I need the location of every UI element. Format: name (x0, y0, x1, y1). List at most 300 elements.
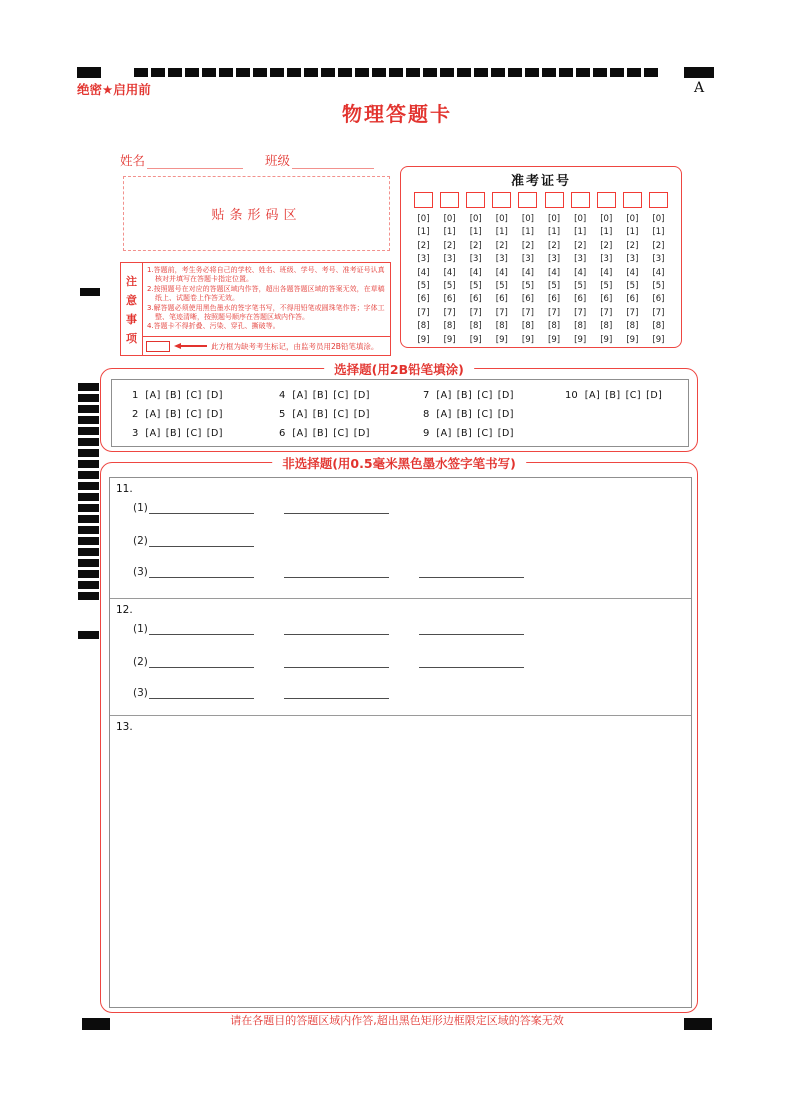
timing-mark (78, 581, 99, 589)
exam-number-write-box[interactable] (492, 192, 511, 208)
choice-option-bubble[interactable]: [A] (292, 390, 308, 401)
timing-mark (78, 504, 99, 512)
digit-bubble[interactable]: [5] (417, 281, 430, 292)
choice-option-bubble[interactable]: [C] (333, 390, 349, 401)
choice-option-bubble[interactable]: [B] (165, 409, 182, 420)
essay-answer-row (133, 687, 691, 699)
choice-option-bubble[interactable]: [D] (206, 409, 224, 420)
digit-bubble[interactable]: [8] (574, 321, 587, 332)
choice-option-bubble[interactable]: [A] (436, 428, 452, 439)
exam-number-title: 准考证号 (510, 174, 571, 189)
notice-items (143, 263, 390, 336)
choice-option-bubble[interactable]: [A] (436, 390, 452, 401)
digit-bubble[interactable]: [5] (495, 281, 508, 292)
digit-bubble[interactable]: [3] (417, 254, 430, 265)
absent-marker-box[interactable] (146, 341, 170, 352)
digit-bubble[interactable]: [6] (495, 294, 508, 305)
choice-option-bubble[interactable]: [C] (477, 428, 493, 439)
choice-option-bubble[interactable]: [D] (497, 390, 515, 401)
notice-label-char: 项 (126, 331, 137, 345)
digit-bubble[interactable]: [9] (626, 334, 639, 345)
digit-bubble[interactable]: [4] (548, 267, 561, 278)
timing-dash (406, 68, 420, 77)
exam-number-write-box[interactable] (440, 192, 459, 208)
name-input-line[interactable] (147, 155, 243, 169)
choice-option-bubble[interactable]: [D] (353, 428, 371, 439)
choice-question-row (132, 386, 223, 405)
digit-bubble[interactable]: [4] (521, 267, 534, 278)
essay-answer-row (133, 502, 691, 514)
digit-bubble[interactable]: [7] (469, 307, 482, 318)
digit-bubble[interactable]: [1] (495, 227, 508, 238)
timing-dash (304, 68, 318, 77)
exam-number-write-box[interactable] (466, 192, 485, 208)
digit-bubble[interactable]: [5] (521, 281, 534, 292)
timing-dash (134, 68, 148, 77)
digit-bubble[interactable]: [1] (469, 227, 482, 238)
choice-question-row (423, 386, 514, 405)
sub-question-label: (1) (133, 623, 148, 635)
question-number: 2 (132, 409, 139, 420)
digit-bubble[interactable]: [3] (495, 254, 508, 265)
digit-bubble[interactable]: [3] (548, 254, 561, 265)
timing-dash (202, 68, 216, 77)
digit-bubble[interactable]: [8] (600, 321, 613, 332)
choice-option-bubble[interactable]: [C] (186, 409, 202, 420)
timing-mark (78, 405, 99, 413)
exam-number-write-box[interactable] (571, 192, 590, 208)
digit-bubble[interactable]: [3] (443, 254, 456, 265)
timing-mark (80, 288, 100, 296)
barcode-area-label: 贴条形码区 (211, 208, 302, 223)
digit-bubble[interactable]: [4] (417, 267, 430, 278)
essay-question-block[interactable] (110, 599, 691, 716)
choice-option-bubble[interactable]: [D] (497, 428, 515, 439)
student-info-row (120, 151, 374, 169)
timing-dash (593, 68, 607, 77)
question-number: 8 (423, 409, 430, 420)
digit-bubble[interactable]: [2] (417, 240, 430, 251)
exam-number-grid (414, 192, 668, 347)
choice-option-bubble[interactable]: [C] (625, 390, 642, 401)
digit-bubble[interactable]: [1] (521, 227, 534, 238)
digit-bubble[interactable]: [2] (521, 240, 534, 251)
timing-mark (78, 526, 99, 534)
answer-blank[interactable] (284, 656, 389, 668)
digit-bubble[interactable]: [8] (626, 321, 639, 332)
digit-bubble[interactable]: [6] (469, 294, 482, 305)
answer-blank[interactable] (419, 623, 524, 635)
digit-bubble[interactable]: [5] (548, 281, 561, 292)
choice-section (100, 362, 698, 452)
digit-bubble[interactable]: [5] (652, 281, 665, 292)
digit-bubble[interactable]: [0] (443, 214, 456, 224)
digit-bubble[interactable]: [1] (417, 227, 430, 238)
digit-bubble[interactable]: [1] (600, 227, 613, 238)
question-number: 1 (132, 390, 139, 401)
exam-number-write-box[interactable] (414, 192, 433, 208)
timing-mark (82, 1018, 110, 1030)
timing-dash (338, 68, 352, 77)
choice-option-bubble[interactable]: [D] (353, 409, 371, 420)
answer-blank[interactable] (149, 566, 254, 578)
exam-number-write-box[interactable] (518, 192, 537, 208)
choice-column (279, 386, 370, 443)
digit-bubble[interactable]: [5] (574, 281, 587, 292)
choice-option-bubble[interactable]: [C] (186, 428, 202, 439)
timing-dash (253, 68, 267, 77)
class-input-line[interactable] (292, 155, 374, 169)
choice-option-bubble[interactable]: [B] (605, 390, 621, 401)
sub-question-label: (2) (133, 535, 148, 547)
timing-dash (389, 68, 403, 77)
timing-mark (78, 493, 99, 501)
timing-mark (684, 67, 714, 78)
notice-item: 2.按照题号在对应的答题区域内作答，超出各题答题区域的答案无效，在草稿纸上、试题卷上作答无效。 (147, 284, 385, 303)
digit-bubble[interactable]: [3] (469, 254, 482, 265)
timing-dash (542, 68, 556, 77)
choice-option-bubble[interactable]: [C] (333, 409, 349, 420)
digit-bubble[interactable]: [5] (626, 281, 639, 292)
timing-dash (610, 68, 624, 77)
question-number: 3 (132, 428, 139, 439)
digit-bubble[interactable]: [9] (495, 334, 508, 345)
timing-mark (78, 438, 99, 446)
answer-blank[interactable] (149, 535, 254, 547)
notice-box (120, 262, 391, 356)
timing-dash (423, 68, 437, 77)
exam-number-column (466, 192, 485, 347)
digit-bubble[interactable]: [6] (521, 294, 534, 305)
digit-bubble[interactable]: [8] (417, 321, 430, 332)
answer-blank[interactable] (284, 502, 389, 514)
form-version-letter: A (694, 80, 705, 96)
digit-bubble[interactable]: [1] (443, 227, 456, 238)
choice-option-bubble[interactable]: [B] (456, 390, 473, 401)
answer-blank[interactable] (284, 687, 389, 699)
choice-option-bubble[interactable]: [B] (165, 428, 182, 439)
digit-bubble[interactable]: [2] (600, 240, 613, 251)
timing-dash (321, 68, 335, 77)
sub-question-label: (3) (133, 687, 148, 699)
choice-option-bubble[interactable]: [B] (456, 409, 473, 420)
digit-bubble[interactable]: [2] (574, 240, 587, 251)
question-number: 5 (279, 409, 286, 420)
exam-number-column (623, 192, 642, 347)
digit-bubble[interactable]: [7] (652, 307, 665, 318)
choice-answer-area (111, 379, 689, 447)
timing-dash (559, 68, 573, 77)
timing-dash (474, 68, 488, 77)
digit-bubble[interactable]: [6] (443, 294, 456, 305)
notice-content (143, 263, 390, 355)
sub-question-label: (2) (133, 656, 148, 668)
digit-bubble[interactable]: [8] (469, 321, 482, 332)
digit-bubble[interactable]: [4] (443, 267, 456, 278)
notice-label-char: 事 (126, 312, 137, 326)
timing-mark (78, 383, 99, 391)
choice-option-bubble[interactable]: [C] (477, 390, 493, 401)
digit-bubble[interactable]: [2] (626, 240, 639, 251)
digit-bubble[interactable]: [7] (548, 307, 561, 318)
essay-question-number: 12. (116, 604, 133, 616)
digit-bubble[interactable]: [1] (626, 227, 639, 238)
essay-blocks (109, 477, 692, 1008)
choice-option-bubble[interactable]: [D] (497, 409, 515, 420)
exam-number-write-box[interactable] (545, 192, 564, 208)
digit-bubble[interactable]: [4] (626, 267, 639, 278)
digit-bubble[interactable]: [7] (626, 307, 639, 318)
essay-question-block[interactable] (110, 478, 691, 599)
digit-bubble[interactable]: [3] (521, 254, 534, 265)
timing-mark (78, 570, 99, 578)
digit-bubble[interactable]: [2] (495, 240, 508, 251)
secrecy-label: 绝密★启用前 (77, 82, 151, 97)
sub-question-label: (1) (133, 502, 148, 514)
digit-bubble[interactable]: [4] (574, 267, 587, 278)
timing-dash (576, 68, 590, 77)
timing-mark (78, 559, 99, 567)
digit-bubble[interactable]: [0] (548, 214, 561, 224)
timing-dash (440, 68, 454, 77)
page-title: 物理答题卡 (342, 102, 452, 126)
timing-dash (236, 68, 250, 77)
digit-bubble[interactable]: [1] (574, 227, 587, 238)
digit-bubble[interactable]: [3] (652, 254, 665, 265)
question-number: 6 (279, 428, 286, 439)
digit-bubble[interactable]: [7] (417, 307, 430, 318)
notice-item: 1.答题前，考生务必将自己的学校、姓名、班级、学号、考号、准考证号认真核对并填写在答题卡指定位置。 (147, 266, 385, 284)
digit-bubble[interactable]: [6] (417, 294, 430, 305)
question-number: 10 (565, 390, 578, 401)
timing-mark (78, 482, 99, 490)
digit-bubble[interactable]: [6] (548, 294, 561, 305)
answer-blank[interactable] (149, 687, 254, 699)
absent-marker-note: 此方框为缺考考生标记，由监考员用2B铅笔填涂。 (211, 341, 379, 351)
class-label: 班级 (265, 153, 291, 168)
digit-bubble[interactable]: [9] (417, 334, 430, 345)
timing-dash (355, 68, 369, 77)
digit-bubble[interactable]: [0] (521, 214, 534, 224)
digit-bubble[interactable]: [4] (600, 267, 613, 278)
essay-question-number: 13. (116, 721, 133, 733)
exam-number-column (597, 192, 616, 347)
exam-number-write-box[interactable] (649, 192, 668, 208)
digit-bubble[interactable]: [8] (652, 321, 665, 332)
timing-dash (627, 68, 641, 77)
choice-option-bubble[interactable]: [C] (333, 428, 349, 439)
digit-bubble[interactable]: [8] (495, 321, 508, 332)
top-timing-dashes (134, 68, 658, 77)
exam-number-column (492, 192, 511, 347)
choice-option-bubble[interactable]: [B] (312, 409, 329, 420)
digit-bubble[interactable]: [3] (600, 254, 613, 265)
left-arrow-icon (174, 343, 207, 349)
exam-number-write-box[interactable] (623, 192, 642, 208)
answer-blank[interactable] (284, 566, 389, 578)
digit-bubble[interactable]: [9] (548, 334, 561, 345)
choice-question-row (279, 386, 370, 405)
digit-bubble[interactable]: [7] (574, 307, 587, 318)
digit-bubble[interactable]: [5] (600, 281, 613, 292)
timing-mark (78, 394, 99, 402)
timing-dash (372, 68, 386, 77)
digit-bubble[interactable]: [8] (548, 321, 561, 332)
exam-number-column (414, 192, 433, 347)
timing-dash (525, 68, 539, 77)
choice-question-row (565, 386, 662, 405)
essay-question-block[interactable] (110, 716, 691, 1007)
barcode-paste-area (123, 176, 390, 251)
timing-dash (151, 68, 165, 77)
absent-marker-row (143, 336, 390, 355)
choice-question-row (132, 405, 223, 424)
digit-bubble[interactable]: [4] (495, 267, 508, 278)
digit-bubble[interactable]: [2] (443, 240, 456, 251)
choice-option-bubble[interactable]: [C] (186, 390, 202, 401)
choice-question-row (279, 405, 370, 424)
essay-answer-row (133, 535, 691, 547)
choice-option-bubble[interactable]: [B] (165, 390, 182, 401)
choice-option-bubble[interactable]: [D] (353, 390, 371, 401)
digit-bubble[interactable]: [8] (521, 321, 534, 332)
choice-section-title: 选择题(用2B铅笔填涂) (324, 360, 474, 378)
choice-option-bubble[interactable]: [B] (312, 428, 329, 439)
notice-item: 4.答题卡不得折叠、污染、穿孔、撕破等。 (147, 322, 280, 331)
timing-dash (457, 68, 471, 77)
digit-bubble[interactable]: [6] (652, 294, 665, 305)
answer-blank[interactable] (419, 566, 524, 578)
digit-bubble[interactable]: [9] (469, 334, 482, 345)
digit-bubble[interactable]: [2] (469, 240, 482, 251)
digit-bubble[interactable]: [7] (521, 307, 534, 318)
timing-dash (219, 68, 233, 77)
question-number: 4 (279, 390, 286, 401)
answer-blank[interactable] (149, 502, 254, 514)
digit-bubble[interactable]: [5] (469, 281, 482, 292)
timing-mark (78, 416, 99, 424)
essay-answer-row (133, 566, 691, 578)
choice-question-row (423, 405, 514, 424)
digit-bubble[interactable]: [4] (469, 267, 482, 278)
choice-option-bubble[interactable]: [D] (206, 428, 224, 439)
timing-mark (78, 449, 99, 457)
choice-option-bubble[interactable]: [C] (477, 409, 493, 420)
digit-bubble[interactable]: [6] (574, 294, 587, 305)
digit-bubble[interactable]: [8] (443, 321, 456, 332)
exam-number-column (518, 192, 537, 347)
footer-warning: 请在各题目的答题区域内作答,超出黑色矩形边框限定区域的答案无效 (230, 1014, 564, 1027)
digit-bubble[interactable]: [0] (574, 214, 587, 224)
notice-label-char: 注 (126, 274, 137, 288)
digit-bubble[interactable]: [1] (548, 227, 561, 238)
choice-column (565, 386, 662, 405)
timing-mark (78, 471, 99, 479)
digit-bubble[interactable]: [6] (600, 294, 613, 305)
choice-option-bubble[interactable]: [A] (145, 428, 161, 439)
digit-bubble[interactable]: [5] (443, 281, 456, 292)
essay-section-title: 非选择题(用0.5毫米黑色墨水签字笔书写) (272, 454, 526, 472)
digit-bubble[interactable]: [3] (574, 254, 587, 265)
digit-bubble[interactable]: [3] (626, 254, 639, 265)
notice-label (121, 263, 143, 355)
timing-mark (78, 515, 99, 523)
timing-dash (491, 68, 505, 77)
digit-bubble[interactable]: [2] (652, 240, 665, 251)
essay-question-number: 11. (116, 483, 133, 495)
digit-bubble[interactable]: [9] (521, 334, 534, 345)
digit-bubble[interactable]: [9] (652, 334, 665, 345)
digit-bubble[interactable]: [0] (600, 214, 613, 224)
digit-bubble[interactable]: [6] (626, 294, 639, 305)
choice-question-row (279, 424, 370, 443)
question-number: 9 (423, 428, 430, 439)
choice-column (423, 386, 514, 443)
answer-blank[interactable] (149, 623, 254, 635)
question-number: 7 (423, 390, 430, 401)
timing-dash (644, 68, 658, 77)
left-timing-marks (78, 383, 99, 600)
timing-mark (78, 537, 99, 545)
name-label: 姓名 (120, 153, 146, 168)
digit-bubble[interactable]: [1] (652, 227, 665, 238)
digit-bubble[interactable]: [0] (469, 214, 482, 224)
digit-bubble[interactable]: [9] (574, 334, 587, 345)
digit-bubble[interactable]: [9] (443, 334, 456, 345)
digit-bubble[interactable]: [0] (652, 214, 665, 224)
timing-dash (287, 68, 301, 77)
essay-section (100, 456, 698, 1013)
digit-bubble[interactable]: [0] (626, 214, 639, 224)
choice-option-bubble[interactable]: [B] (456, 428, 473, 439)
choice-question-row (132, 424, 223, 443)
answer-blank[interactable] (284, 623, 389, 635)
exam-number-column (571, 192, 590, 347)
timing-mark (78, 427, 99, 435)
timing-mark (78, 631, 99, 639)
timing-dash (270, 68, 284, 77)
choice-option-bubble[interactable]: [A] (584, 390, 601, 401)
choice-option-bubble[interactable]: [A] (145, 409, 161, 420)
answer-blank[interactable] (149, 656, 254, 668)
digit-bubble[interactable]: [2] (548, 240, 561, 251)
digit-bubble[interactable]: [7] (600, 307, 613, 318)
exam-number-write-box[interactable] (597, 192, 616, 208)
choice-option-bubble[interactable]: [A] (292, 409, 308, 420)
digit-bubble[interactable]: [4] (652, 267, 665, 278)
essay-answer-row (133, 623, 691, 635)
choice-question-row (423, 424, 514, 443)
choice-option-bubble[interactable]: [B] (312, 390, 329, 401)
digit-bubble[interactable]: [7] (443, 307, 456, 318)
notice-label-char: 意 (126, 293, 137, 307)
answer-blank[interactable] (419, 656, 524, 668)
digit-bubble[interactable]: [0] (495, 214, 508, 224)
sub-question-label: (3) (133, 566, 148, 578)
digit-bubble[interactable]: [0] (417, 214, 430, 224)
exam-number-column (649, 192, 668, 347)
choice-option-bubble[interactable]: [A] (145, 390, 161, 401)
digit-bubble[interactable]: [7] (495, 307, 508, 318)
digit-bubble[interactable]: [9] (600, 334, 613, 345)
choice-option-bubble[interactable]: [D] (646, 390, 663, 401)
timing-mark (78, 548, 99, 556)
choice-option-bubble[interactable]: [D] (206, 390, 224, 401)
exam-number-column (545, 192, 564, 347)
choice-option-bubble[interactable]: [A] (436, 409, 452, 420)
choice-column (132, 386, 223, 443)
choice-option-bubble[interactable]: [A] (292, 428, 308, 439)
